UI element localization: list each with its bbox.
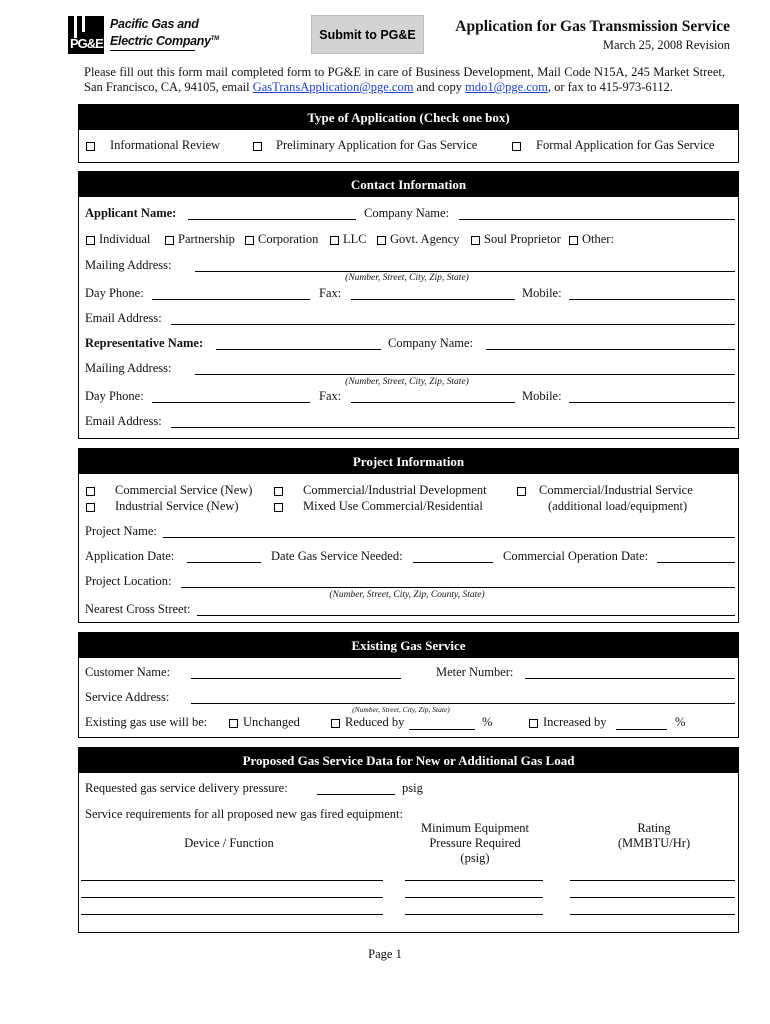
delivery-pressure-field[interactable] bbox=[317, 794, 395, 795]
service-address-field[interactable] bbox=[191, 703, 735, 704]
checkbox-formal[interactable] bbox=[512, 142, 521, 151]
operation-date-field[interactable] bbox=[657, 562, 735, 563]
day-phone-label: Day Phone: bbox=[85, 389, 144, 403]
checkbox-sole-proprietor[interactable] bbox=[471, 236, 480, 245]
checkbox-informational[interactable] bbox=[86, 142, 95, 151]
application-date-label: Application Date: bbox=[85, 549, 175, 563]
option-label: Informational Review bbox=[110, 138, 221, 152]
applicant-name-label: Applicant Name: bbox=[85, 206, 177, 220]
location-hint: (Number, Street, City, Zip, County, State) bbox=[329, 590, 485, 600]
cross-street-field[interactable] bbox=[197, 615, 735, 616]
contact-information-section: Contact Information Applicant Name: Company Name: Individual Partnership Corporation LLC Govt. Agency Soul Proprietor Other: Mailing Address: (Number, Street, City, Zip, State) Day Phone: Fax: Mobile: Email Address: Representative Name: Company Name: Mailing Address: (Number, Street, City, Zip, State) Day Phone: Fax: Mobile: Email Address: bbox=[78, 171, 739, 439]
checkbox-individual[interactable] bbox=[86, 236, 95, 245]
device-row-1[interactable] bbox=[81, 880, 383, 881]
column-device: Device / Function bbox=[184, 836, 274, 850]
cross-street-label: Nearest Cross Street: bbox=[85, 602, 191, 616]
existing-gas-service-section: Existing Gas Service Customer Name: Meter Number: Service Address: (Number, Street, City, Zip, State) Existing gas use will be: Unchanged Reduced by % Increased by % bbox=[78, 632, 739, 738]
customer-name-label: Customer Name: bbox=[85, 665, 171, 679]
address-hint: (Number, Street, City, Zip, State) bbox=[345, 273, 469, 283]
checkbox-other[interactable] bbox=[569, 236, 578, 245]
mobile-field[interactable] bbox=[569, 299, 735, 300]
pressure-row-2[interactable] bbox=[405, 897, 543, 898]
logo-stripe bbox=[74, 16, 77, 38]
representative-address-field[interactable] bbox=[195, 374, 735, 375]
checkbox-preliminary[interactable] bbox=[253, 142, 262, 151]
project-location-field[interactable] bbox=[181, 587, 735, 588]
rating-row-2[interactable] bbox=[570, 897, 735, 898]
pge-logo bbox=[68, 16, 104, 54]
fax-field[interactable] bbox=[351, 299, 515, 300]
checkbox-govt-agency[interactable] bbox=[377, 236, 386, 245]
representative-name-field[interactable] bbox=[216, 349, 381, 350]
company-name-label: Company Name: bbox=[388, 336, 474, 350]
company-name: Pacific Gas and Electric Company™ bbox=[110, 17, 219, 49]
customer-name-field[interactable] bbox=[191, 678, 401, 679]
meter-number-label: Meter Number: bbox=[436, 665, 514, 679]
checkbox-reduced[interactable] bbox=[331, 719, 340, 728]
page-number: Page 1 bbox=[368, 947, 402, 961]
checkbox-increased[interactable] bbox=[529, 719, 538, 728]
mailing-address-field[interactable] bbox=[195, 271, 735, 272]
revision-date: March 25, 2008 Revision bbox=[602, 38, 730, 52]
address-hint: (Number, Street, City, Zip, State) bbox=[352, 705, 450, 714]
checkbox-llc[interactable] bbox=[330, 236, 339, 245]
mobile-label: Mobile: bbox=[522, 286, 562, 300]
checkbox-mixed-use[interactable] bbox=[274, 503, 283, 512]
device-row-3[interactable] bbox=[81, 914, 383, 915]
representative-fax-field[interactable] bbox=[351, 402, 515, 403]
project-name-field[interactable] bbox=[163, 537, 735, 538]
section-heading: Existing Gas Service bbox=[79, 633, 738, 658]
checkbox-commercial-industrial-development[interactable] bbox=[274, 487, 283, 496]
checkbox-commercial-industrial-service[interactable] bbox=[517, 487, 526, 496]
representative-name-label: Representative Name: bbox=[85, 336, 204, 350]
requirements-label: Service requirements for all proposed new gas fired equipment: bbox=[85, 807, 403, 821]
checkbox-corporation[interactable] bbox=[245, 236, 254, 245]
section-heading: Project Information bbox=[79, 449, 738, 474]
email-link-applications[interactable]: GasTransApplication@pge.com bbox=[252, 80, 414, 94]
section-heading: Type of Application (Check one box) bbox=[79, 105, 738, 130]
email-address-label: Email Address: bbox=[85, 414, 162, 428]
mobile-label: Mobile: bbox=[522, 389, 562, 403]
applicant-name-field[interactable] bbox=[188, 219, 356, 220]
company-name-label: Company Name: bbox=[364, 206, 450, 220]
operation-date-label: Commercial Operation Date: bbox=[503, 549, 649, 563]
email-address-label: Email Address: bbox=[85, 311, 162, 325]
usage-label: Existing gas use will be: bbox=[85, 715, 208, 729]
email-address-field[interactable] bbox=[171, 324, 735, 325]
representative-day-phone-field[interactable] bbox=[152, 402, 310, 403]
increased-percent-field[interactable] bbox=[616, 729, 667, 730]
application-date-field[interactable] bbox=[187, 562, 261, 563]
section-heading: Proposed Gas Service Data for New or Additional Gas Load bbox=[79, 748, 738, 773]
rating-row-3[interactable] bbox=[570, 914, 735, 915]
delivery-pressure-label: Requested gas service delivery pressure: bbox=[85, 781, 288, 795]
instructions: Please fill out this form mail completed form to PG&E in care of Business Development, Mail Code N15A, 245 Market Street, San Francisco, CA, 94105, email GasTransApplication@pge.com and copy mdo1@pge.com, or fax to 415-973-6112. bbox=[84, 65, 725, 94]
checkbox-commercial-service[interactable] bbox=[86, 487, 95, 496]
proposed-gas-service-section: Proposed Gas Service Data for New or Additional Gas Load Requested gas service delivery pressure: psig Service requirements for all proposed new gas fired equipment: Device / Function Minimum Equipment Pressure Required (psig) Rating (MMBTU/Hr) bbox=[78, 747, 739, 933]
company-name-field[interactable] bbox=[459, 219, 735, 220]
project-information-section: Project Information Commercial Service (New) Industrial Service (New) Commercial/Industrial Development Mixed Use Commercial/Residential Commercial/Industrial Service (additional load/equipment) Project Name: Application Date: Date Gas Service Needed: Commercial Operation Date: Project Location: (Number, Street, City, Zip, County, State) Nearest Cross Street: bbox=[78, 448, 739, 623]
page-title: Application for Gas Transmission Service bbox=[455, 18, 730, 35]
representative-mobile-field[interactable] bbox=[569, 402, 735, 403]
project-name-label: Project Name: bbox=[85, 524, 157, 538]
pressure-row-3[interactable] bbox=[405, 914, 543, 915]
checkbox-industrial-service[interactable] bbox=[86, 503, 95, 512]
project-location-label: Project Location: bbox=[85, 574, 172, 588]
date-needed-field[interactable] bbox=[413, 562, 493, 563]
pressure-row-1[interactable] bbox=[405, 880, 543, 881]
email-link-copy[interactable]: mdo1@pge.com bbox=[465, 80, 548, 94]
column-rating: Rating (MMBTU/Hr) bbox=[617, 821, 691, 850]
option-label: Formal Application for Gas Service bbox=[536, 138, 715, 152]
address-hint: (Number, Street, City, Zip, State) bbox=[345, 377, 469, 387]
section-heading: Contact Information bbox=[79, 172, 738, 197]
column-pressure: Minimum Equipment Pressure Required (psig) bbox=[421, 821, 529, 865]
service-address-label: Service Address: bbox=[85, 690, 170, 704]
option-label: Preliminary Application for Gas Service bbox=[276, 138, 478, 152]
reduced-percent-field[interactable] bbox=[409, 729, 475, 730]
representative-email-field[interactable] bbox=[171, 427, 735, 428]
logo-mark: PG&E bbox=[70, 36, 103, 51]
mailing-address-label: Mailing Address: bbox=[85, 258, 172, 272]
checkbox-unchanged[interactable] bbox=[229, 719, 238, 728]
representative-company-field[interactable] bbox=[486, 349, 735, 350]
checkbox-partnership[interactable] bbox=[165, 236, 174, 245]
mailing-address-label: Mailing Address: bbox=[85, 361, 172, 375]
logo-rule bbox=[110, 50, 195, 51]
logo-stripe bbox=[82, 16, 85, 32]
fax-label: Fax: bbox=[319, 286, 342, 300]
submit-button[interactable]: Submit to PG&E bbox=[311, 15, 424, 54]
meter-number-field[interactable] bbox=[525, 678, 735, 679]
type-of-application-section bbox=[78, 104, 739, 163]
day-phone-field[interactable] bbox=[152, 299, 310, 300]
rating-row-1[interactable] bbox=[570, 880, 735, 881]
fax-label: Fax: bbox=[319, 389, 342, 403]
date-needed-label: Date Gas Service Needed: bbox=[271, 549, 403, 563]
day-phone-label: Day Phone: bbox=[85, 286, 144, 300]
device-row-2[interactable] bbox=[81, 897, 383, 898]
